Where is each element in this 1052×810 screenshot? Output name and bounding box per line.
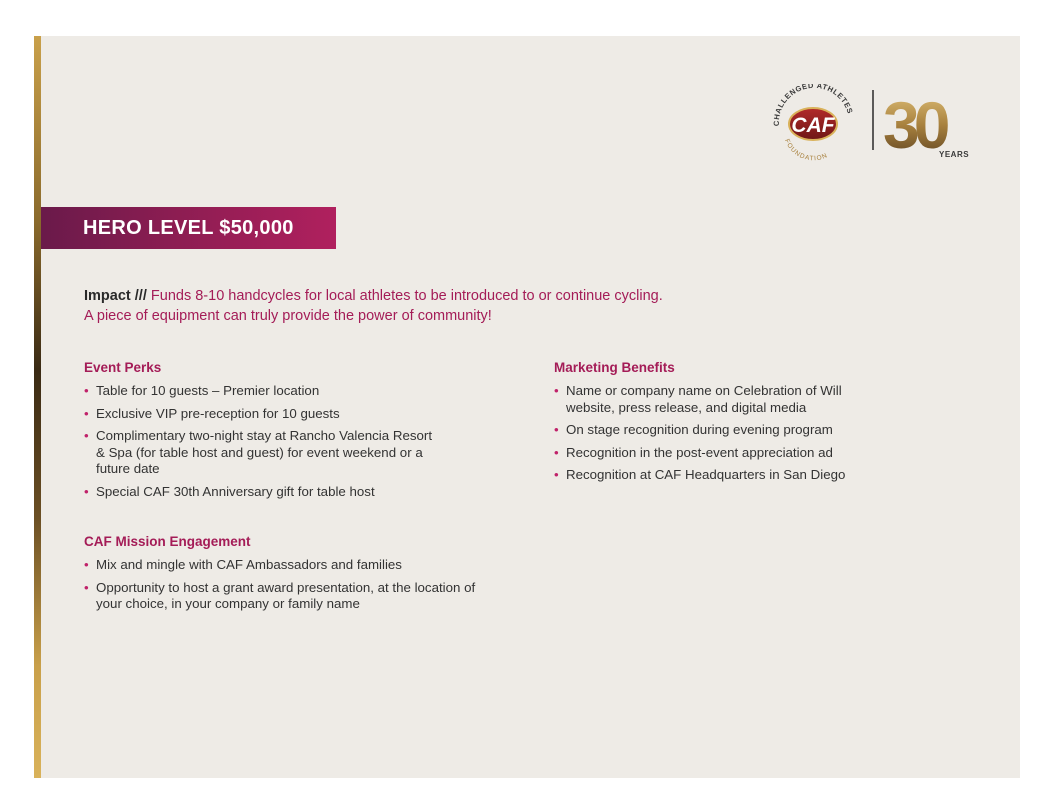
list-item: • Table for 10 guests – Premier location (84, 383, 444, 400)
svg-text:FOUNDATION (783, 138, 829, 162)
logo-years-label: YEARS (939, 150, 970, 159)
list-item: • Recognition in the post-event appreciation ad (554, 445, 894, 462)
impact-text-line1: Funds 8-10 handcycles for local athletes to be introduced to or continue cycling. (150, 288, 663, 304)
list-item: • Recognition at CAF Headquarters in San Diego (554, 467, 894, 484)
marketing-list (554, 383, 894, 490)
impact-text-line2: A piece of equipment can truly provide the power of community! (84, 308, 492, 324)
list-item: • On stage recognition during evening program (554, 422, 894, 439)
list-item: • Name or company name on Celebration of Will website, press release, and digital media (554, 383, 894, 416)
mission-title: CAF Mission Engagement (84, 534, 251, 549)
level-title: HERO LEVEL $50,000 (83, 216, 294, 239)
event-perks-list (84, 383, 444, 506)
level-banner (41, 207, 336, 249)
logo-arc-top-text: CHALLENGED ATHLETES (771, 84, 855, 127)
list-item: • Exclusive VIP pre-reception for 10 guests (84, 406, 444, 423)
document-page (34, 36, 1020, 778)
caf-30-years-logo (771, 84, 976, 164)
list-item: • Opportunity to host a grant award presentation, at the location of your choice, in your company or family name (84, 580, 484, 613)
impact-statement (84, 286, 804, 326)
list-item: • Mix and mingle with CAF Ambassadors and families (84, 557, 484, 574)
logo-initials: CAF (791, 114, 835, 137)
impact-separator: /// (134, 288, 147, 304)
marketing-title: Marketing Benefits (554, 360, 675, 375)
logo-anniversary-number: 30 (883, 88, 945, 162)
list-item: • Complimentary two-night stay at Rancho Valencia Resort & Spa (for table host and guest) for event weekend or a future date (84, 428, 444, 478)
list-item: • Special CAF 30th Anniversary gift for table host (84, 484, 444, 501)
impact-label: Impact (84, 288, 131, 304)
logo-arc-bottom-text: FOUNDATION (783, 137, 830, 163)
event-perks-title: Event Perks (84, 360, 162, 375)
mission-list (84, 557, 484, 619)
gold-accent-bar (34, 36, 41, 778)
